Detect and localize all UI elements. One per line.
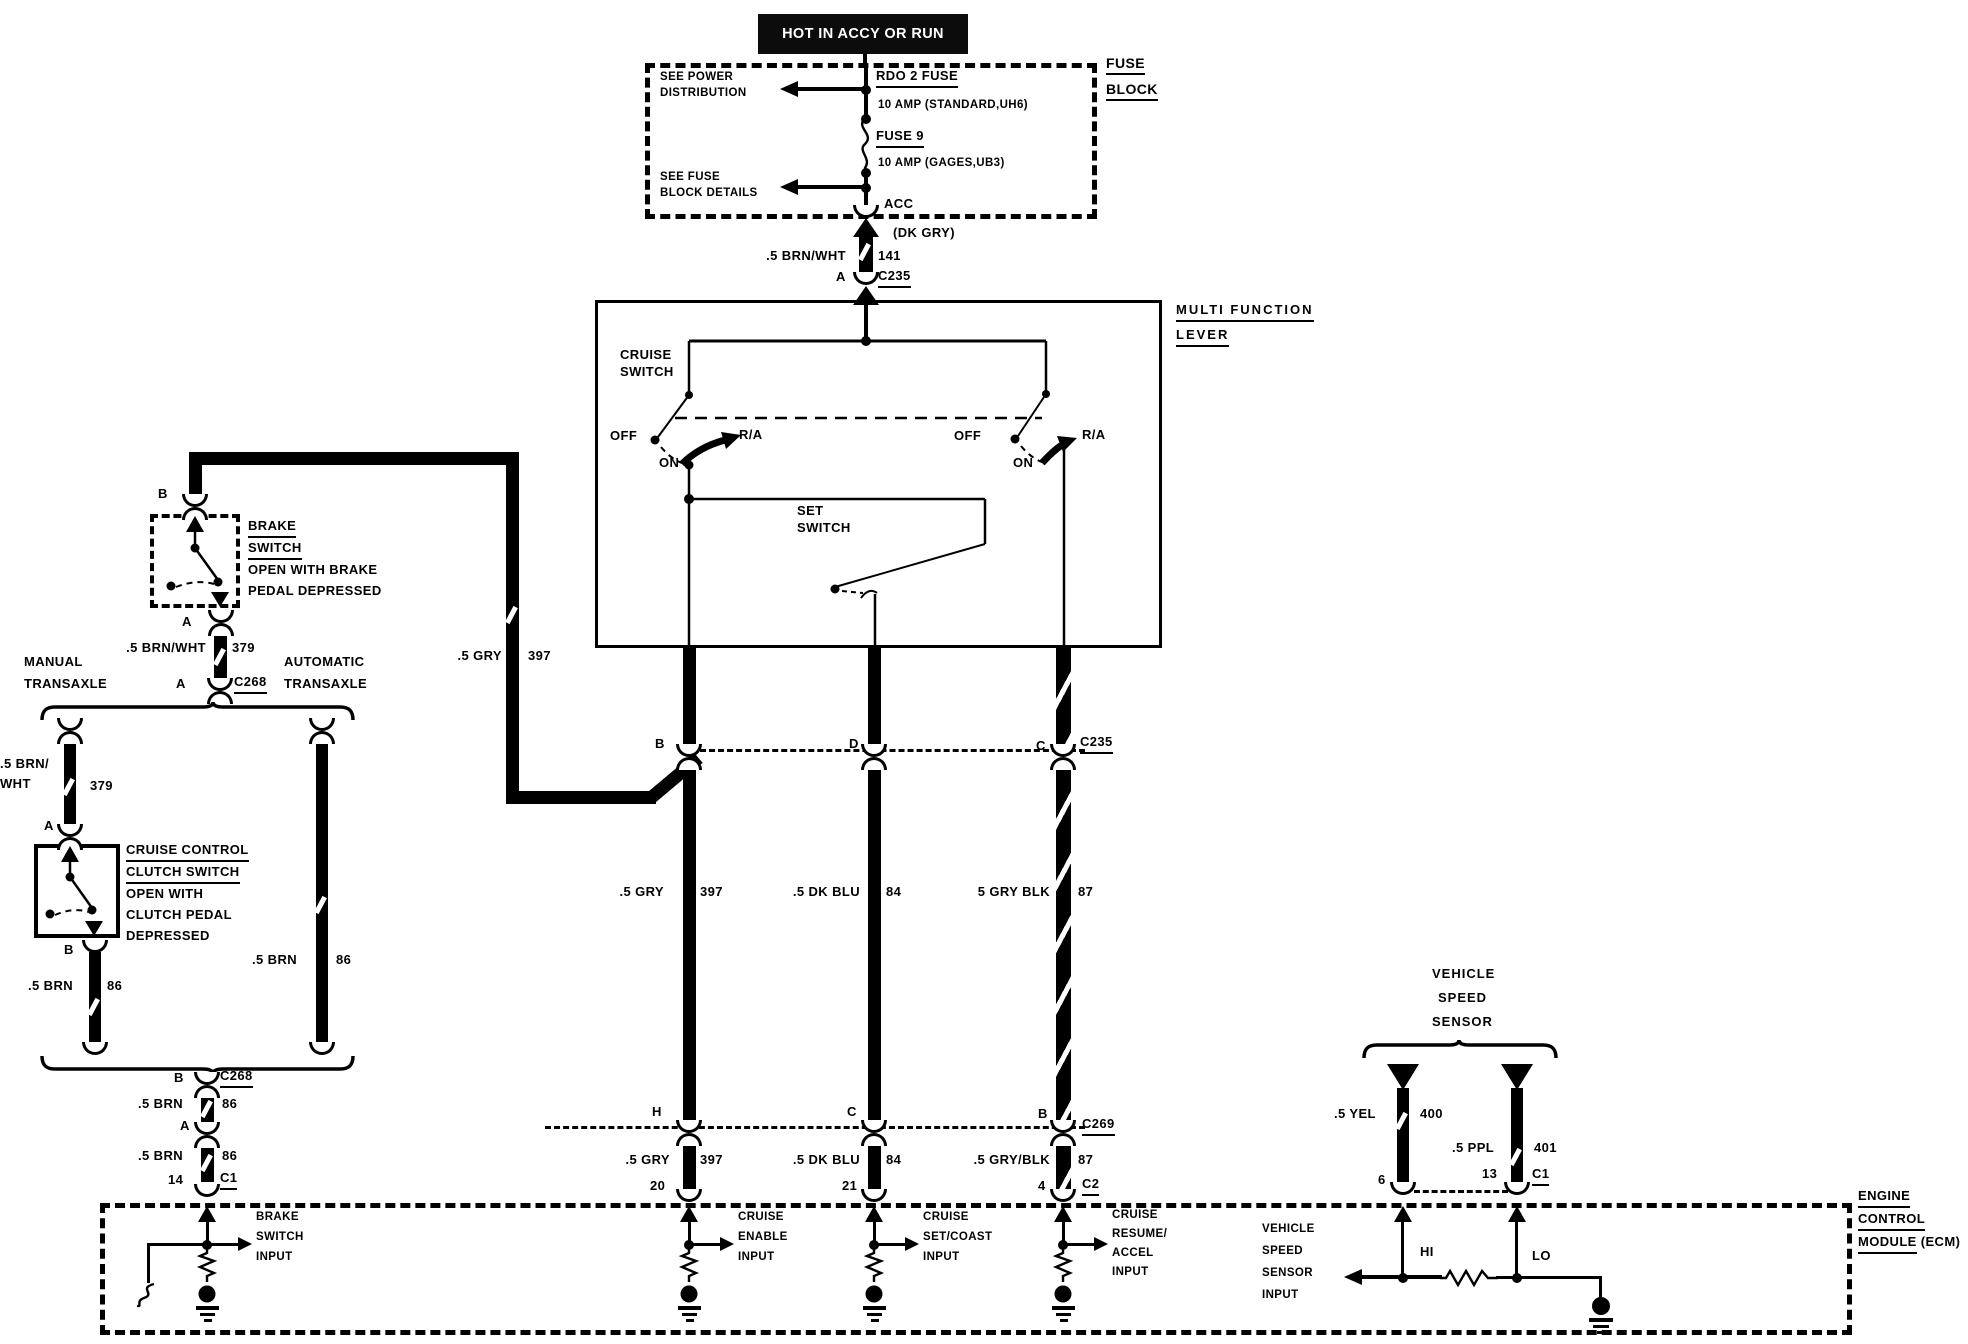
ground-dot <box>681 1286 698 1303</box>
brake-switch-note-2: PEDAL DEPRESSED <box>248 583 382 598</box>
ground-dot <box>1055 1286 1072 1303</box>
c2-connector-label: C2 <box>1082 1176 1099 1196</box>
wire-color-label: .5 BRN <box>28 978 74 993</box>
connector-arc <box>309 731 335 744</box>
enable-input-2: ENABLE <box>738 1231 788 1243</box>
arrow-line <box>798 185 866 189</box>
enable-wire <box>683 648 696 746</box>
circuit-number: 86 <box>336 952 352 967</box>
left-arrow-icon <box>1344 1269 1362 1285</box>
wire-segment <box>148 1243 208 1246</box>
terminal-label: A <box>836 269 846 284</box>
connector-arc <box>676 744 702 757</box>
left-arrow-icon <box>780 179 798 195</box>
ground-dot <box>1592 1297 1610 1315</box>
brake-input-2: SWITCH <box>256 1231 304 1243</box>
brake-feed-wire <box>189 452 519 465</box>
set-input-1: CRUISE <box>923 1211 969 1223</box>
wire-color-label: .5 BRN/ <box>0 756 50 771</box>
connector-arc <box>194 1184 220 1197</box>
set-input-3: INPUT <box>923 1251 960 1263</box>
set-input-2: SET/COAST <box>923 1231 993 1243</box>
vss-input-1: VEHICLE <box>1262 1223 1315 1235</box>
hi-label: HI <box>1420 1244 1434 1259</box>
junction-dot <box>684 1240 694 1250</box>
junction-dot <box>1512 1273 1522 1283</box>
terminal-label: A <box>44 818 54 833</box>
wire-color-label: WHT <box>0 776 31 791</box>
ground-bar <box>204 1319 212 1322</box>
ground-bar <box>678 1306 701 1310</box>
resistor-symbol <box>681 1248 697 1282</box>
left-arrow-icon <box>780 81 798 97</box>
wire-color-label: .5 BRN <box>138 1096 184 1111</box>
resume-input-2: RESUME/ <box>1112 1228 1168 1240</box>
circuit-number: 86 <box>222 1096 238 1111</box>
hot-banner-label: HOT IN ACCY OR RUN <box>782 25 944 42</box>
fuse-block-title-1: FUSE <box>1106 54 1145 75</box>
connector-arc <box>208 610 234 623</box>
resistor-symbol <box>1440 1268 1498 1288</box>
wire-color-label: .5 BRN <box>138 1148 184 1163</box>
clutch-switch-note-1: OPEN WITH <box>126 886 204 901</box>
c268-connector-label: C268 <box>220 1068 253 1088</box>
brake-switch-title-2: SWITCH <box>248 540 302 560</box>
see-fuse-label-2: BLOCK DETAILS <box>660 187 758 199</box>
left-on-label: ON <box>659 455 680 470</box>
lo-label: LO <box>1532 1248 1551 1263</box>
connector-arc <box>82 940 108 953</box>
wire-color-label: .5 GRY <box>625 1152 670 1167</box>
connector-arc <box>1050 757 1076 770</box>
up-arrow-icon <box>1054 1206 1072 1222</box>
wire-color-label: .5 YEL <box>1334 1106 1376 1121</box>
pin-number: 20 <box>650 1178 666 1193</box>
resume-input-1: CRUISE <box>1112 1209 1158 1221</box>
ground-bar <box>1056 1313 1071 1316</box>
circuit-number: 84 <box>886 884 902 899</box>
up-arrow-icon <box>853 286 879 305</box>
vss-lo-wire <box>1511 1088 1523 1186</box>
ground-dot <box>199 1286 216 1303</box>
connector-label: C235 <box>878 268 911 288</box>
setcoast-wire <box>868 768 881 1124</box>
ecm-title-2: CONTROL <box>1858 1211 1925 1231</box>
connector-arc <box>676 1120 702 1133</box>
vss-title-3: SENSOR <box>1432 1014 1493 1029</box>
circuit-number: 141 <box>878 248 901 263</box>
c268-connector-label: C268 <box>234 674 267 694</box>
wire-color-label: .5 BRN/WHT <box>766 248 846 263</box>
ground-bar <box>200 1313 215 1316</box>
vss-terminal-icon <box>1387 1064 1419 1090</box>
connector-arc <box>194 1122 220 1135</box>
ecm-title-3: MODULE (ECM) <box>1858 1234 1960 1254</box>
c235-connector-label: C235 <box>1080 734 1113 754</box>
connector-arc <box>194 1135 220 1148</box>
cruise-switch-label-2: SWITCH <box>620 364 674 379</box>
pin-number: 6 <box>1378 1172 1386 1187</box>
set-switch-label-2: SWITCH <box>797 520 851 535</box>
clutch-switch-note-2: CLUTCH PEDAL <box>126 907 232 922</box>
vss-title-1: VEHICLE <box>1432 966 1496 981</box>
fuse9-amp: 10 AMP (GAGES,UB3) <box>878 157 1005 169</box>
ground-bar <box>1597 1331 1605 1334</box>
connector-arc <box>57 824 83 837</box>
ground-bar <box>686 1319 694 1322</box>
circuit-number: 86 <box>222 1148 238 1163</box>
clutch-switch-contacts <box>34 844 120 938</box>
fuse-block-title-2: BLOCK <box>1106 80 1158 101</box>
connector-arc <box>1050 1133 1076 1146</box>
acc-terminal-label: ACC <box>884 196 914 211</box>
connector-arc <box>676 1133 702 1146</box>
ecm-box <box>100 1203 1852 1335</box>
pin-number: 21 <box>842 1178 858 1193</box>
terminal-label: A <box>180 1118 190 1133</box>
connector-arc <box>194 1085 220 1098</box>
right-on-label: ON <box>1013 455 1034 470</box>
ground-bar <box>1589 1318 1613 1322</box>
clutch-switch-title-2: CLUTCH SWITCH <box>126 864 240 884</box>
vss-connector-dashed <box>1414 1190 1508 1193</box>
circuit-number: 84 <box>886 1152 902 1167</box>
circuit-number: 379 <box>90 778 113 793</box>
ground-dot <box>866 1286 883 1303</box>
resistor-symbol <box>866 1248 882 1282</box>
connector-arc <box>208 623 234 636</box>
resistor-symbol <box>1055 1248 1071 1282</box>
resume-wire <box>1056 1144 1071 1190</box>
circuit-number: 86 <box>107 978 123 993</box>
connector-arc <box>861 757 887 770</box>
enable-wire <box>683 768 696 1124</box>
connector-arc <box>861 744 887 757</box>
wire-segment <box>1515 1222 1518 1278</box>
wire-segment <box>1401 1222 1404 1278</box>
brake-feed-wire <box>506 452 519 804</box>
c269-connector-label: C269 <box>1082 1116 1115 1136</box>
see-power-label-1: SEE POWER <box>660 71 734 83</box>
junction-dot <box>861 114 871 124</box>
vss-terminal-icon <box>1501 1064 1533 1090</box>
connector-arc <box>1504 1182 1530 1195</box>
junction-dot <box>202 1240 212 1250</box>
connector-arc <box>1050 1189 1076 1202</box>
lever-title-1: MULTI FUNCTION <box>1176 302 1314 322</box>
lever-internal-circuit <box>595 300 1162 648</box>
connector-arc <box>676 1189 702 1202</box>
vss-brace <box>1362 1040 1558 1060</box>
vss-input-3: SENSOR <box>1262 1267 1313 1279</box>
wire-segment <box>189 452 202 498</box>
manual-transaxle-1: MANUAL <box>24 654 83 669</box>
wire-color-label: .5 BRN/WHT <box>126 640 206 655</box>
fuse9-label: FUSE 9 <box>876 128 924 148</box>
brake-switch-note-1: OPEN WITH BRAKE <box>248 562 378 577</box>
resume-wire <box>1056 648 1071 746</box>
connector-arc <box>861 1133 887 1146</box>
terminal-label: B <box>158 486 168 501</box>
vss-title-2: SPEED <box>1438 990 1488 1005</box>
connector-arc <box>1390 1182 1416 1195</box>
connector-arc <box>861 1120 887 1133</box>
c269-dashed-line <box>545 1126 1085 1129</box>
circuit-number: 379 <box>232 640 255 655</box>
circuit-number: 397 <box>700 1152 723 1167</box>
c269-term-h: H <box>652 1104 662 1119</box>
right-ra-label: R/A <box>1082 427 1106 442</box>
up-arrow-icon <box>1508 1206 1526 1222</box>
ground-bar <box>682 1313 697 1316</box>
circuit-number: 397 <box>528 648 551 663</box>
c235-term-b: B <box>655 736 665 751</box>
resistor-symbol <box>199 1248 215 1282</box>
resume-input-3: ACCEL <box>1112 1247 1154 1259</box>
c269-term-c: C <box>847 1104 857 1119</box>
terminal-label: B <box>64 942 74 957</box>
vss-hi-wire <box>1397 1088 1409 1186</box>
right-off-label: OFF <box>954 428 982 443</box>
enable-input-3: INPUT <box>738 1251 775 1263</box>
left-ra-label: R/A <box>739 427 763 442</box>
circuit-number: 401 <box>1534 1140 1557 1155</box>
hot-in-accy-banner <box>758 14 968 54</box>
rdo-fuse-amp: 10 AMP (STANDARD,UH6) <box>878 99 1029 111</box>
pin-number: 14 <box>168 1172 184 1187</box>
wire-color-label: .5 DK BLU <box>792 884 860 899</box>
brake-input-1: BRAKE <box>256 1211 299 1223</box>
set-switch-label-1: SET <box>797 503 824 518</box>
c1-connector-label: C1 <box>220 1170 237 1190</box>
junction-dot <box>861 168 871 178</box>
right-arrow-icon <box>1094 1237 1108 1251</box>
connector-arc <box>1050 1120 1076 1133</box>
enable-wire <box>683 1144 696 1190</box>
wire-color-label: .5 BRN <box>252 952 298 967</box>
manual-transaxle-2: TRANSAXLE <box>24 676 108 691</box>
connector-arc <box>1050 744 1076 757</box>
right-arrow-icon <box>720 1237 734 1251</box>
resume-input-4: INPUT <box>1112 1266 1149 1278</box>
terminal-label: A <box>176 676 186 691</box>
up-arrow-icon <box>1394 1206 1412 1222</box>
connector-arc <box>309 718 335 731</box>
connector-arc <box>207 678 233 691</box>
brake-switch-contacts <box>150 514 240 608</box>
wire-color-label: .5 PPL <box>1452 1140 1495 1155</box>
circuit-number: 87 <box>1078 1152 1094 1167</box>
junction-dot <box>1058 1240 1068 1250</box>
junction-dot <box>861 85 871 95</box>
wire-color-label: .5 GRY <box>457 648 502 663</box>
up-arrow-icon <box>680 1206 698 1222</box>
circuit-number: 87 <box>1078 884 1094 899</box>
right-arrow-icon <box>238 1237 252 1251</box>
ground-bar <box>196 1306 219 1310</box>
brake-switch-title-1: BRAKE <box>248 518 296 538</box>
vss-input-2: SPEED <box>1262 1245 1303 1257</box>
fuse-symbol <box>852 118 878 174</box>
terminal-label: B <box>174 1070 184 1085</box>
vss-input-4: INPUT <box>1262 1289 1299 1301</box>
cruise-switch-label-1: CRUISE <box>620 347 672 362</box>
ground-bar <box>1060 1319 1068 1322</box>
resume-wire <box>1056 768 1071 1124</box>
pin-number: 4 <box>1038 1178 1046 1193</box>
up-arrow-icon <box>198 1206 216 1222</box>
connector-arc <box>57 731 83 744</box>
ecm-title-1: ENGINE <box>1858 1188 1910 1208</box>
c235-dashed-line <box>700 749 1085 752</box>
connector-arc <box>57 718 83 731</box>
circuit-number: 400 <box>1420 1106 1443 1121</box>
connector-arc <box>853 272 879 285</box>
setcoast-wire <box>868 1144 881 1190</box>
ground-bar <box>871 1319 879 1322</box>
ground-bar <box>1593 1325 1609 1328</box>
wire-color-label: .5 GRY <box>619 884 664 899</box>
junction-dot <box>1398 1273 1408 1283</box>
wire-segment <box>316 740 328 1044</box>
enable-input-1: CRUISE <box>738 1211 784 1223</box>
terminal-label: A <box>182 614 192 629</box>
brake-input-3: INPUT <box>256 1251 293 1263</box>
rdo-fuse-label: RDO 2 FUSE <box>876 68 958 88</box>
up-arrow-icon <box>865 1206 883 1222</box>
wire-color-label: .5 GRY/BLK <box>973 1152 1050 1167</box>
setcoast-wire <box>868 648 881 746</box>
c235-term-c: C <box>1036 738 1046 753</box>
c269-term-b: B <box>1038 1106 1048 1121</box>
auto-transaxle-2: TRANSAXLE <box>284 676 368 691</box>
connector-arc <box>194 1072 220 1085</box>
up-arrow-icon <box>853 218 879 237</box>
circuit-number: 397 <box>700 884 723 899</box>
connector-arc <box>861 1189 887 1202</box>
junction-dot <box>861 183 871 193</box>
split-brace <box>40 702 355 722</box>
junction-dot <box>869 1240 879 1250</box>
lever-title-2: LEVER <box>1176 327 1229 347</box>
wire-color-note: (DK GRY) <box>893 225 955 240</box>
arrow-line <box>798 87 866 91</box>
clutch-switch-title-1: CRUISE CONTROL <box>126 842 249 862</box>
pin-number: 13 <box>1482 1166 1498 1181</box>
ground-bar <box>863 1306 886 1310</box>
see-fuse-label-1: SEE FUSE <box>660 171 721 183</box>
connector-arc <box>182 494 208 507</box>
c235-term-d: D <box>849 736 859 751</box>
see-power-label-2: DISTRIBUTION <box>660 87 747 99</box>
c1-connector-label: C1 <box>1532 1166 1549 1186</box>
ground-bar <box>1052 1306 1075 1310</box>
wire-color-label: .5 DK BLU <box>792 1152 860 1167</box>
wire-segment <box>147 1243 150 1283</box>
auto-transaxle-1: AUTOMATIC <box>284 654 365 669</box>
brake-feed-wire <box>506 791 656 804</box>
wavy-continuation <box>134 1282 158 1308</box>
ground-bar <box>867 1313 882 1316</box>
wire-color-label: 5 GRY BLK <box>977 884 1050 899</box>
clutch-switch-note-3: DEPRESSED <box>126 928 210 943</box>
right-arrow-icon <box>905 1237 919 1251</box>
merge-brace <box>40 1054 355 1074</box>
left-off-label: OFF <box>610 428 638 443</box>
